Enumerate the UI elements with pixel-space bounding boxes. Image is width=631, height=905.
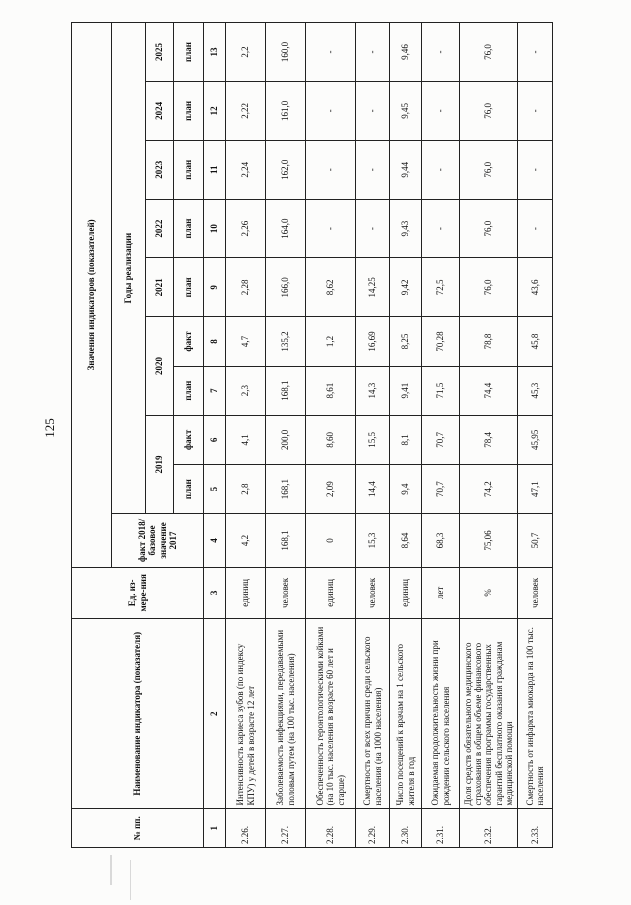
value-cell: 74,4 xyxy=(460,366,518,415)
row-number: 2.27. xyxy=(266,809,306,848)
value-cell: 8,62 xyxy=(306,258,356,317)
value-cell: 2,24 xyxy=(226,140,266,199)
value-cell: - xyxy=(422,199,460,258)
value-cell: 8,25 xyxy=(390,317,422,366)
header-unit: Ед. из-мере-ния xyxy=(72,567,204,618)
base-value-cell: 68,3 xyxy=(422,514,460,567)
value-cell: 9,46 xyxy=(390,23,422,82)
indicator-name: Ожидаемая продолжительность жизни при рождении сельского населения xyxy=(422,619,460,809)
value-cell: 162,0 xyxy=(266,140,306,199)
column-numbers-row xyxy=(204,23,226,848)
value-cell: - xyxy=(518,140,553,199)
value-cell: 9,43 xyxy=(390,199,422,258)
value-cell: - xyxy=(422,81,460,140)
value-cell: - xyxy=(356,140,390,199)
header-plan: план xyxy=(174,140,204,199)
value-cell: - xyxy=(306,199,356,258)
value-cell: 15,5 xyxy=(356,415,390,464)
value-cell: 76,0 xyxy=(460,199,518,258)
value-cell: 9,44 xyxy=(390,140,422,199)
value-cell: 76,0 xyxy=(460,23,518,82)
value-cell: 78,4 xyxy=(460,415,518,464)
header-plan: план xyxy=(174,199,204,258)
row-number: 2.29. xyxy=(356,809,390,848)
table-row xyxy=(518,23,553,848)
value-cell: 4,7 xyxy=(226,317,266,366)
header-plan: план xyxy=(174,366,204,415)
unit-cell: единиц xyxy=(306,567,356,618)
table-row xyxy=(356,23,390,848)
header-year-2022: 2022 xyxy=(146,199,174,258)
header-values-group: Значения индикаторов (показателей) xyxy=(72,23,112,568)
value-cell: 45,3 xyxy=(518,366,553,415)
column-number: 9 xyxy=(204,258,226,317)
value-cell: 14,3 xyxy=(356,366,390,415)
unit-cell: человек xyxy=(356,567,390,618)
table-row xyxy=(306,23,356,848)
base-value-cell: 4,2 xyxy=(226,514,266,567)
value-cell: 2,8 xyxy=(226,464,266,513)
value-cell: 78,8 xyxy=(460,317,518,366)
column-number: 10 xyxy=(204,199,226,258)
indicator-table xyxy=(71,22,553,848)
column-number: 7 xyxy=(204,366,226,415)
scan-artifact xyxy=(110,855,112,885)
column-number: 2 xyxy=(204,619,226,809)
value-cell: 200,0 xyxy=(266,415,306,464)
column-number: 5 xyxy=(204,464,226,513)
value-cell: 71,5 xyxy=(422,366,460,415)
header-plan: план xyxy=(174,81,204,140)
value-cell: 14,25 xyxy=(356,258,390,317)
base-value-cell: 75,06 xyxy=(460,514,518,567)
indicator-table-rotated xyxy=(71,22,544,848)
value-cell: 70,7 xyxy=(422,464,460,513)
row-number: 2.33. xyxy=(518,809,553,848)
value-cell: 70,7 xyxy=(422,415,460,464)
value-cell: 2,26 xyxy=(226,199,266,258)
value-cell: 1,2 xyxy=(306,317,356,366)
value-cell: 72,5 xyxy=(422,258,460,317)
column-number: 8 xyxy=(204,317,226,366)
value-cell: 161,0 xyxy=(266,81,306,140)
value-cell: 8,1 xyxy=(390,415,422,464)
value-cell: 76,0 xyxy=(460,258,518,317)
header-year-2020: 2020 xyxy=(146,317,174,415)
header-year-2023: 2023 xyxy=(146,140,174,199)
header-year-2025: 2025 xyxy=(146,23,174,82)
value-cell: 16,69 xyxy=(356,317,390,366)
unit-cell: человек xyxy=(266,567,306,618)
base-value-cell: 15,3 xyxy=(356,514,390,567)
row-number: 2.28. xyxy=(306,809,356,848)
value-cell: 76,0 xyxy=(460,81,518,140)
header-no: № пп. xyxy=(72,809,204,848)
value-cell: - xyxy=(518,199,553,258)
indicator-name: Смертность от всех причин среди сельского населения (на 1000 населения) xyxy=(356,619,390,809)
table-row xyxy=(266,23,306,848)
indicator-name: Доля средств обязательного медицинского страхования в общем объеме финансового обеспечения программы государственных гарантий бесплатного оказания гражданам медицинской помощи xyxy=(460,619,518,809)
value-cell: 168,1 xyxy=(266,366,306,415)
value-cell: 2,22 xyxy=(226,81,266,140)
value-cell: 2,3 xyxy=(226,366,266,415)
base-value-cell: 8,64 xyxy=(390,514,422,567)
value-cell: - xyxy=(356,199,390,258)
value-cell: 45,8 xyxy=(518,317,553,366)
value-cell: 70,28 xyxy=(422,317,460,366)
table-row xyxy=(226,23,266,848)
header-year-2019: 2019 xyxy=(146,415,174,513)
value-cell: 2,28 xyxy=(226,258,266,317)
value-cell: - xyxy=(356,23,390,82)
value-cell: 168,1 xyxy=(266,464,306,513)
value-cell: 76,0 xyxy=(460,140,518,199)
value-cell: 8,60 xyxy=(306,415,356,464)
value-cell: 166,0 xyxy=(266,258,306,317)
row-number: 2.32. xyxy=(460,809,518,848)
header-fact: факт xyxy=(174,317,204,366)
indicator-name: Обеспеченность геронтологическими койками (на 10 тыс. населения в возрасте 60 лет и старше) xyxy=(306,619,356,809)
base-value-cell: 0 xyxy=(306,514,356,567)
header-name: Наименование индикатора (показателя) xyxy=(72,619,204,809)
header-fact: факт xyxy=(174,415,204,464)
header-plan: план xyxy=(174,464,204,513)
unit-cell: лет xyxy=(422,567,460,618)
header-base: факт 2018/базовое значение 2017 xyxy=(112,514,204,567)
base-value-cell: 168,1 xyxy=(266,514,306,567)
value-cell: - xyxy=(356,81,390,140)
value-cell: 9,45 xyxy=(390,81,422,140)
header-plan: план xyxy=(174,258,204,317)
column-number: 4 xyxy=(204,514,226,567)
indicator-name: Число посещений к врачам на 1 сельского жителя в год xyxy=(390,619,422,809)
column-number: 11 xyxy=(204,140,226,199)
table-row xyxy=(390,23,422,848)
indicator-name: Интенсивность кариеса зубов (по индексу КПУ) у детей в возрасте 12 лет xyxy=(226,619,266,809)
header-plan: план xyxy=(174,23,204,82)
column-number: 12 xyxy=(204,81,226,140)
value-cell: - xyxy=(306,140,356,199)
value-cell: - xyxy=(306,23,356,82)
value-cell: 8,61 xyxy=(306,366,356,415)
column-number: 1 xyxy=(204,809,226,848)
value-cell: - xyxy=(306,81,356,140)
value-cell: - xyxy=(422,23,460,82)
base-value-cell: 50,7 xyxy=(518,514,553,567)
value-cell: 2,09 xyxy=(306,464,356,513)
row-number: 2.30. xyxy=(390,809,422,848)
header-year-2021: 2021 xyxy=(146,258,174,317)
value-cell: - xyxy=(518,81,553,140)
column-number: 3 xyxy=(204,567,226,618)
unit-cell: единиц xyxy=(226,567,266,618)
unit-cell: % xyxy=(460,567,518,618)
value-cell: 160,0 xyxy=(266,23,306,82)
value-cell: - xyxy=(422,140,460,199)
value-cell: 9,4 xyxy=(390,464,422,513)
value-cell: 9,42 xyxy=(390,258,422,317)
value-cell: 74,2 xyxy=(460,464,518,513)
header-year-2024: 2024 xyxy=(146,81,174,140)
value-cell: 45,95 xyxy=(518,415,553,464)
page-number: 125 xyxy=(41,418,57,438)
row-number: 2.31. xyxy=(422,809,460,848)
value-cell: 14,4 xyxy=(356,464,390,513)
value-cell: 2,2 xyxy=(226,23,266,82)
scan-artifact xyxy=(130,860,131,900)
value-cell: 164,0 xyxy=(266,199,306,258)
header-years-group: Годы реализации xyxy=(112,23,146,514)
value-cell: 4,1 xyxy=(226,415,266,464)
value-cell: 47,1 xyxy=(518,464,553,513)
value-cell: 9,41 xyxy=(390,366,422,415)
value-cell: 43,6 xyxy=(518,258,553,317)
value-cell: 135,2 xyxy=(266,317,306,366)
indicator-name: Заболеваемость инфекциями, передаваемыми половым путем (на 100 тыс. населения) xyxy=(266,619,306,809)
value-cell: - xyxy=(518,23,553,82)
table-row xyxy=(422,23,460,848)
table-row xyxy=(460,23,518,848)
indicator-name: Смертность от инфаркта миокарда на 100 тыс. населения xyxy=(518,619,553,809)
unit-cell: человек xyxy=(518,567,553,618)
row-number: 2.26. xyxy=(226,809,266,848)
column-number: 13 xyxy=(204,23,226,82)
column-number: 6 xyxy=(204,415,226,464)
unit-cell: единиц xyxy=(390,567,422,618)
